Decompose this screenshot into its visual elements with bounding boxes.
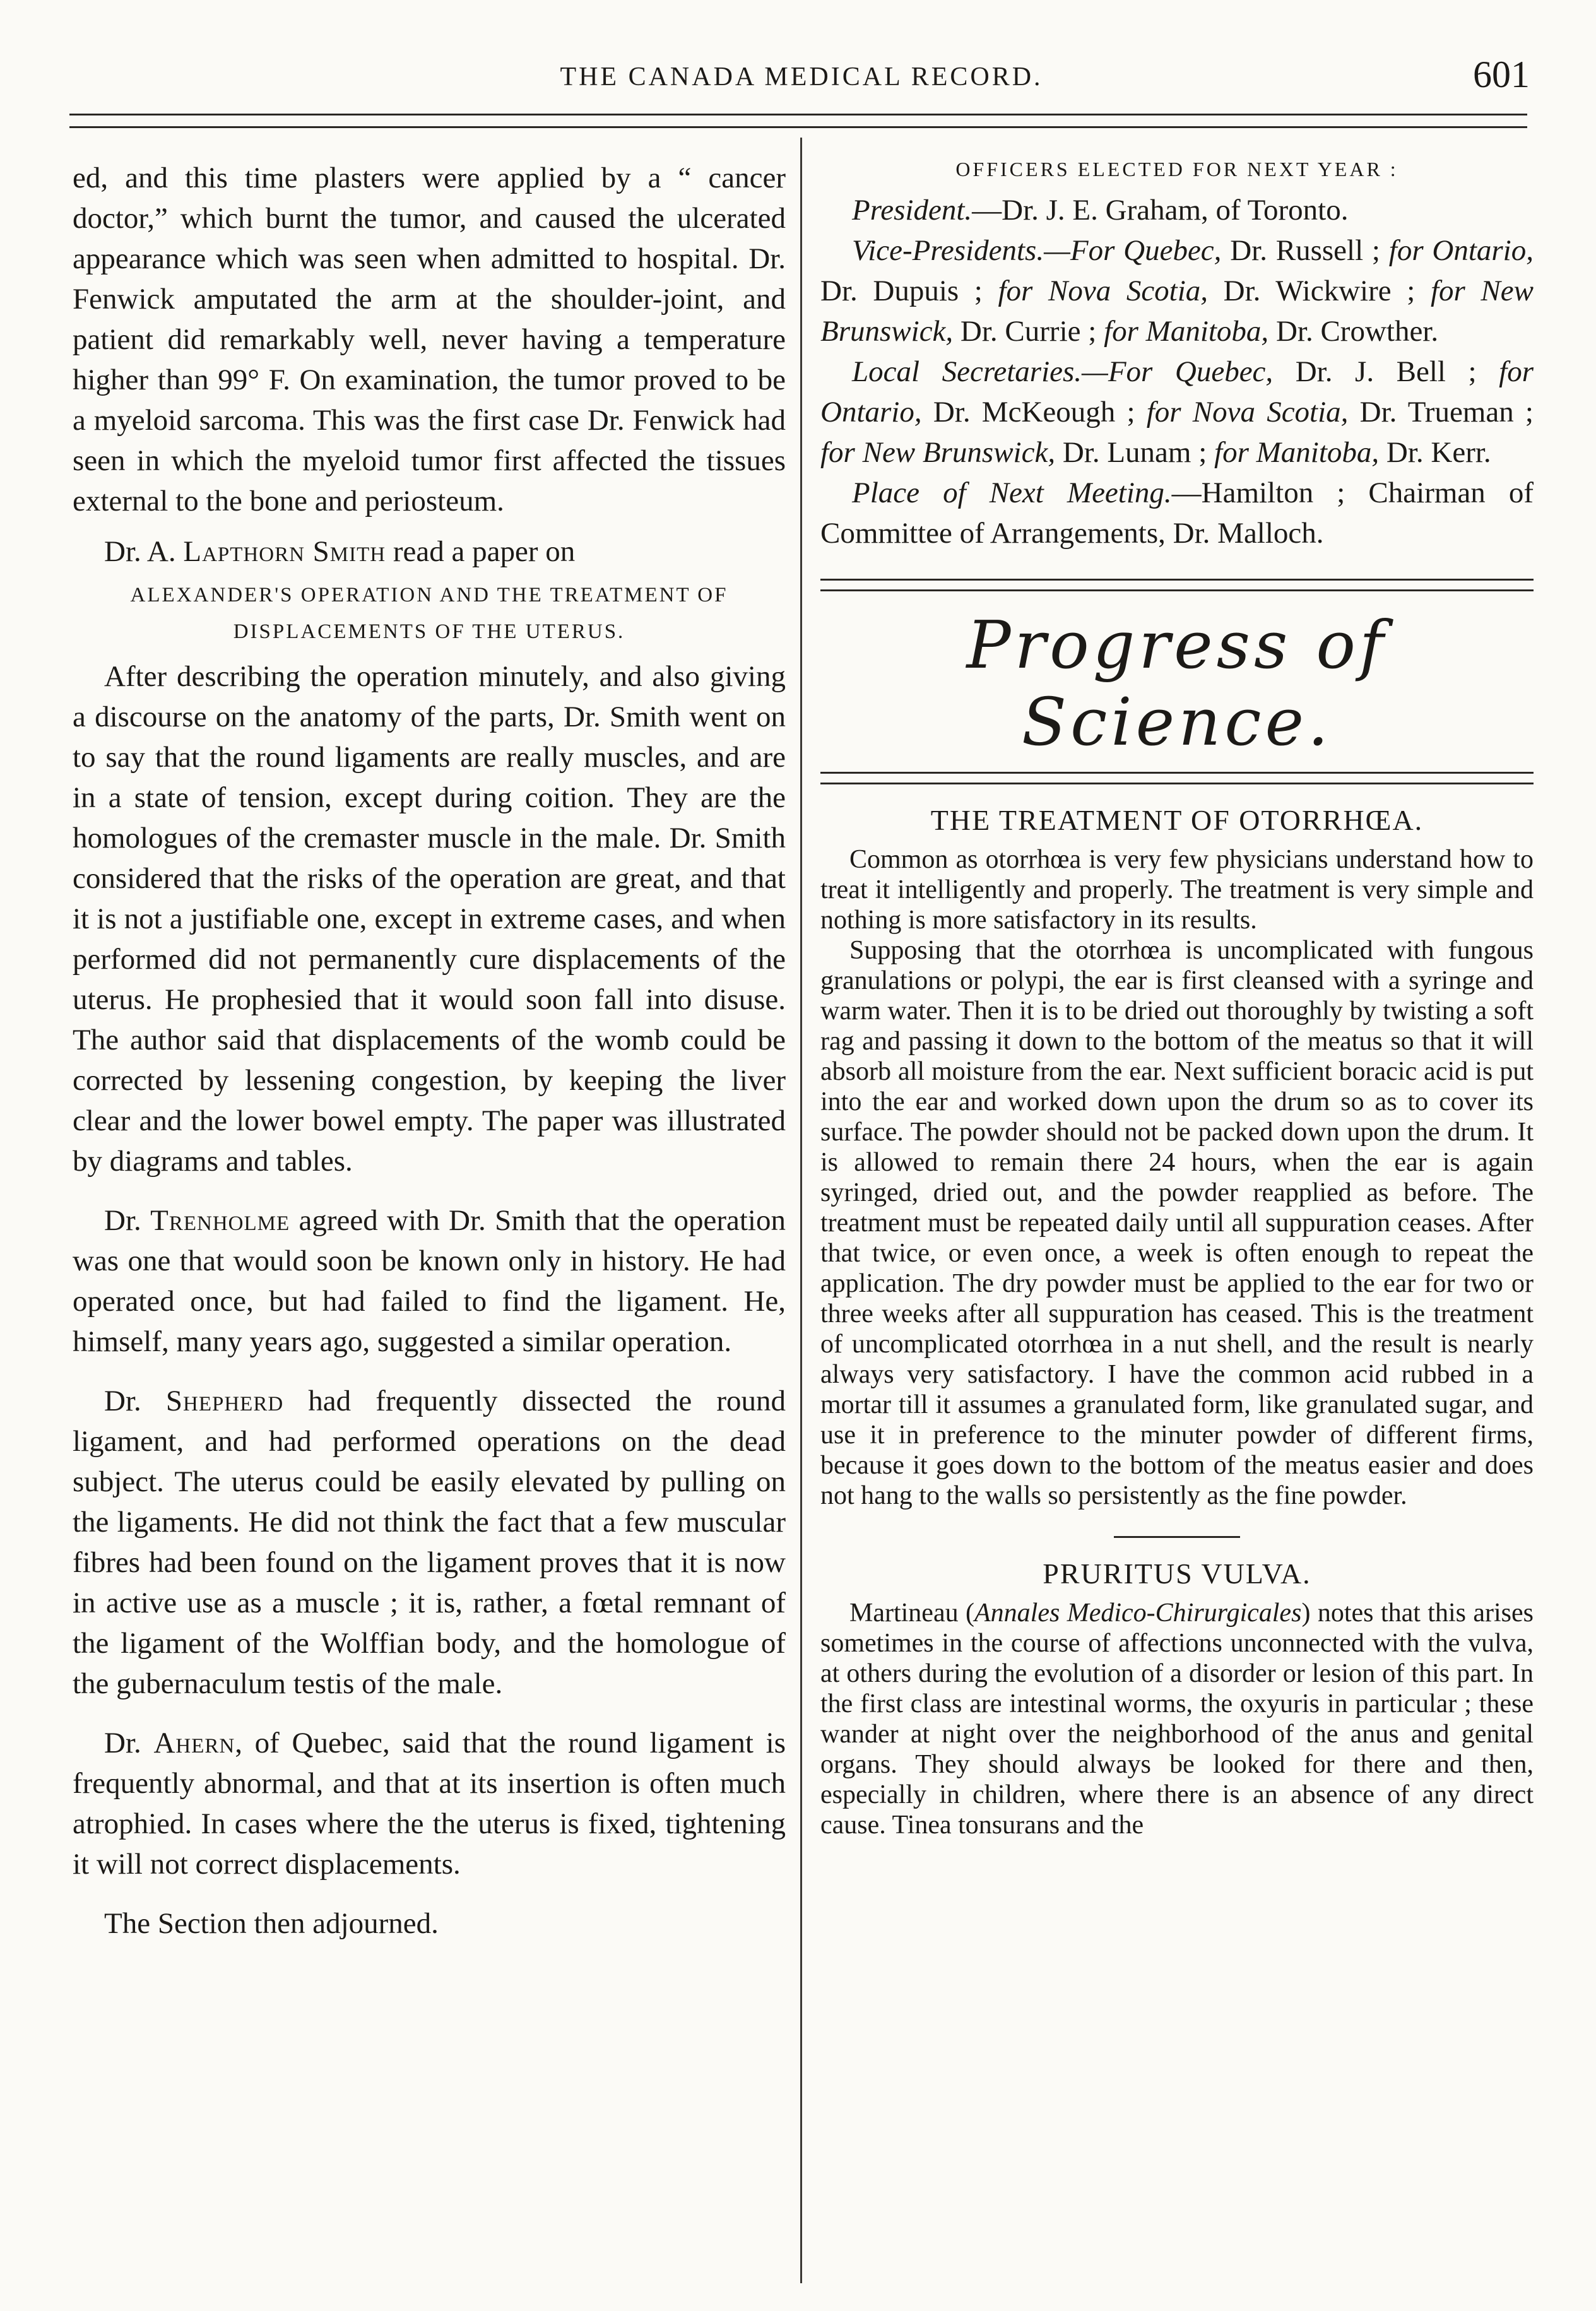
paper-intro-rest: read a paper on — [386, 535, 576, 568]
left-column — [73, 158, 786, 1944]
author-name-lapthorn-smith: Lapthorn Smith — [183, 535, 386, 568]
ahern-rest: , of Quebec, said that the round ligament is frequently abnormal, and that at its insertion is often much atrophied. In cases where the the uterus is fixed, tightening it will not correct displacements. — [73, 1727, 786, 1881]
vp-manitoba: Dr. Crowther. — [1268, 315, 1439, 348]
ls-nova-scotia: Dr. Trueman ; — [1348, 396, 1534, 429]
article-separator — [1114, 1536, 1240, 1538]
officer-vice-presidents — [820, 230, 1534, 352]
ls-manitoba-label: for Manitoba, — [1214, 436, 1380, 469]
pruritus-prefix: Martineau ( — [849, 1599, 974, 1628]
vp-manitoba-label: for Manitoba, — [1104, 315, 1269, 348]
pruritus-rest: ) notes that this arises sometimes in the course of affections unconnected with the vulva, at others during the evolution of a disorder or lesion of this part. In the first class are intestinal worms, the oxyuris in particular ; these wander at night over the neighborhood of the anus and genital organs. They should always be looked for there and then, especially in children, where there is an absence of any direct cause. Tinea tonsurans and the — [820, 1599, 1534, 1840]
pruritus-heading: PRURITUS VULVA. — [1043, 1557, 1311, 1590]
next-meeting-text: —Hamilton ; Chairman of Committee of Arrangements, Dr. Malloch. — [820, 476, 1534, 550]
officer-local-secretaries — [820, 352, 1534, 473]
ls-quebec: Dr. J. Bell ; — [1273, 355, 1499, 388]
ls-ontario-label: for Ontario, — [820, 355, 1534, 429]
vp-ontario: Dr. Dupuis ; — [820, 275, 998, 307]
author-name-ahern: Ahern — [153, 1727, 235, 1759]
section-rule-top — [820, 579, 1534, 591]
page-header — [69, 53, 1534, 103]
next-meeting-label: Place of Next Meeting. — [852, 476, 1172, 509]
author-name-trenholme: Trenholme — [150, 1204, 290, 1237]
ls-manitoba: Dr. Kerr. — [1379, 436, 1491, 469]
section-banner: Progress of Science. — [966, 606, 1388, 760]
paper-title: ALEXANDER'S OPERATION AND THE TREATMENT OF DISPLACEMENTS OF THE UTERUS. — [130, 584, 728, 643]
trenholme-rest: agreed with Dr. Smith that the operation was one that would soon be known only in history. He had operated once, but had failed to find the ligament. He, himself, many years ago, suggested a similar operation. — [73, 1204, 786, 1358]
header-rule-top — [69, 114, 1527, 115]
shepherd-rest: had frequently dissected the round ligament, and had performed operations on the dead subject. The uterus could be easily elevated by pulling on the ligaments. He did not think the fact that a few muscular fibres had been found on the ligament proves that it is now in active use as a muscle ; it is, rather, a fœtal remnant of the ligament of the Wolffian body, and the homologue of the gubernaculum testis of the male. — [73, 1385, 786, 1700]
ahern-paragraph — [73, 1723, 786, 1884]
running-title: THE CANADA MEDICAL RECORD. — [560, 62, 1043, 92]
ls-label: Local Secretaries.—For Quebec, — [852, 355, 1274, 388]
vp-new-brunswick-label: for New Brunswick, — [820, 275, 1534, 348]
pruritus-paragraph — [820, 1598, 1534, 1840]
case-report-paragraph: ed, and this time plasters were applied by a “ cancer doctor,” which burnt the tumor, and caused the ulcerated appearance which was seen when admitted to hospital. Dr. Fenwick amputated the arm at the shoulder-joint, and patient did remarkably well, never having a temperature higher than 99° F. On examination, the tumor proved to be a myeloid sarcoma. This was the first case Dr. Fenwick had seen in which the myeloid tumor first affected the tissues external to the bone and periosteum. — [73, 162, 786, 517]
paper-intro-paragraph — [73, 531, 786, 572]
header-rule-bottom — [69, 126, 1527, 128]
officers-heading: OFFICERS ELECTED FOR NEXT YEAR : — [955, 158, 1398, 180]
vp-label: Vice-Presidents.—For Quebec, — [852, 234, 1222, 267]
ls-new-brunswick-label: for New Brunswick, — [820, 436, 1056, 469]
shepherd-prefix: Dr. — [104, 1385, 166, 1417]
smith-discussion-paragraph: After describing the operation minutely, and also giving a discourse on the anatomy of the parts, Dr. Smith went on to say that the round ligaments are really muscles, and are in a state of tension, except during coition. They are the homologues of the cremaster muscle in the male. Dr. Smith considered that the risks of the operation are great, and that it is not a justifiable one, except in extreme cases, and when performed did not permanently cure displacements of the uterus. He prophesied that it would soon fall into disuse. The author said that displacements of the womb could be corrected by lessening congestion, by keeping the liver clear and the lower bowel empty. The paper was illustrated by diagrams and tables. — [73, 660, 786, 1178]
vp-new-brunswick: Dr. Currie ; — [953, 315, 1104, 348]
otorrhoea-paragraph-2: Supposing that the otorrhœa is uncomplicated with fungous granulations or polypi, the ear is first cleansed with a syringe and warm water. Then it is to be dried out thoroughly by twisting a soft rag and passing it down to the bottom of the meatus so that it will absorb all moisture from the ear. Next sufficient boracic acid is put into the ear and worked down upon the drum so as to cover its surface. The powder should not be packed down upon the drum. It is allowed to remain there 24 hours, when the ear is again syringed, dried out, and the powder reapplied as before. The treatment must be repeated daily until all suppuration ceases. After that twice, or even once, a week is often enough to repeat the application. The dry powder must be applied to the ear for two or three weeks after all suppuration has ceased. This is the treatment of uncomplicated otorrhœa in a nut shell, and the result is nearly always very satisfactory. I have the common acid rubbed in a mortar till it assumes a granulated form, like granulated sugar, and use it in preference to the minuter powder of different firms, because it goes down to the bottom of the meatus easier and does not hang to the walls so persistently as the fine powder. — [820, 936, 1534, 1510]
officer-president — [820, 190, 1534, 230]
vp-ontario-label: for Ontario, — [1388, 234, 1534, 267]
vp-nova-scotia-label: for Nova Scotia, — [998, 275, 1209, 307]
vp-nova-scotia: Dr. Wickwire ; — [1208, 275, 1431, 307]
page-number: 601 — [1473, 54, 1530, 95]
ahern-prefix: Dr. — [104, 1727, 154, 1759]
shepherd-paragraph — [73, 1381, 786, 1704]
vp-quebec: Dr. Russell ; — [1221, 234, 1389, 267]
trenholme-paragraph — [73, 1200, 786, 1362]
president-text: —Dr. J. E. Graham, of Toronto. — [972, 194, 1349, 227]
officer-next-meeting — [820, 473, 1534, 553]
right-column — [820, 158, 1534, 1840]
paper-intro-prefix: Dr. A. — [104, 535, 184, 568]
journal-citation: Annales Medico-Chirurgicales — [974, 1599, 1302, 1628]
otorrhoea-paragraph-1: Common as otorrhœa is very few physicians understand how to treat it intelligently and properly. The treatment is very simple and nothing is more satisfactory in its results. — [820, 845, 1534, 935]
column-divider — [800, 138, 802, 2283]
ls-nova-scotia-label: for Nova Scotia, — [1146, 396, 1349, 429]
section-rule-bottom — [820, 772, 1534, 784]
ls-ontario: Dr. McKeough ; — [921, 396, 1147, 429]
adjournment-paragraph: The Section then adjourned. — [104, 1907, 439, 1940]
ls-new-brunswick: Dr. Lunam ; — [1055, 436, 1215, 469]
author-name-shepherd: Shepherd — [165, 1385, 284, 1417]
trenholme-prefix: Dr. — [104, 1204, 151, 1237]
otorrhoea-heading: THE TREATMENT OF OTORRHŒA. — [930, 804, 1424, 836]
president-label: President. — [852, 194, 972, 227]
